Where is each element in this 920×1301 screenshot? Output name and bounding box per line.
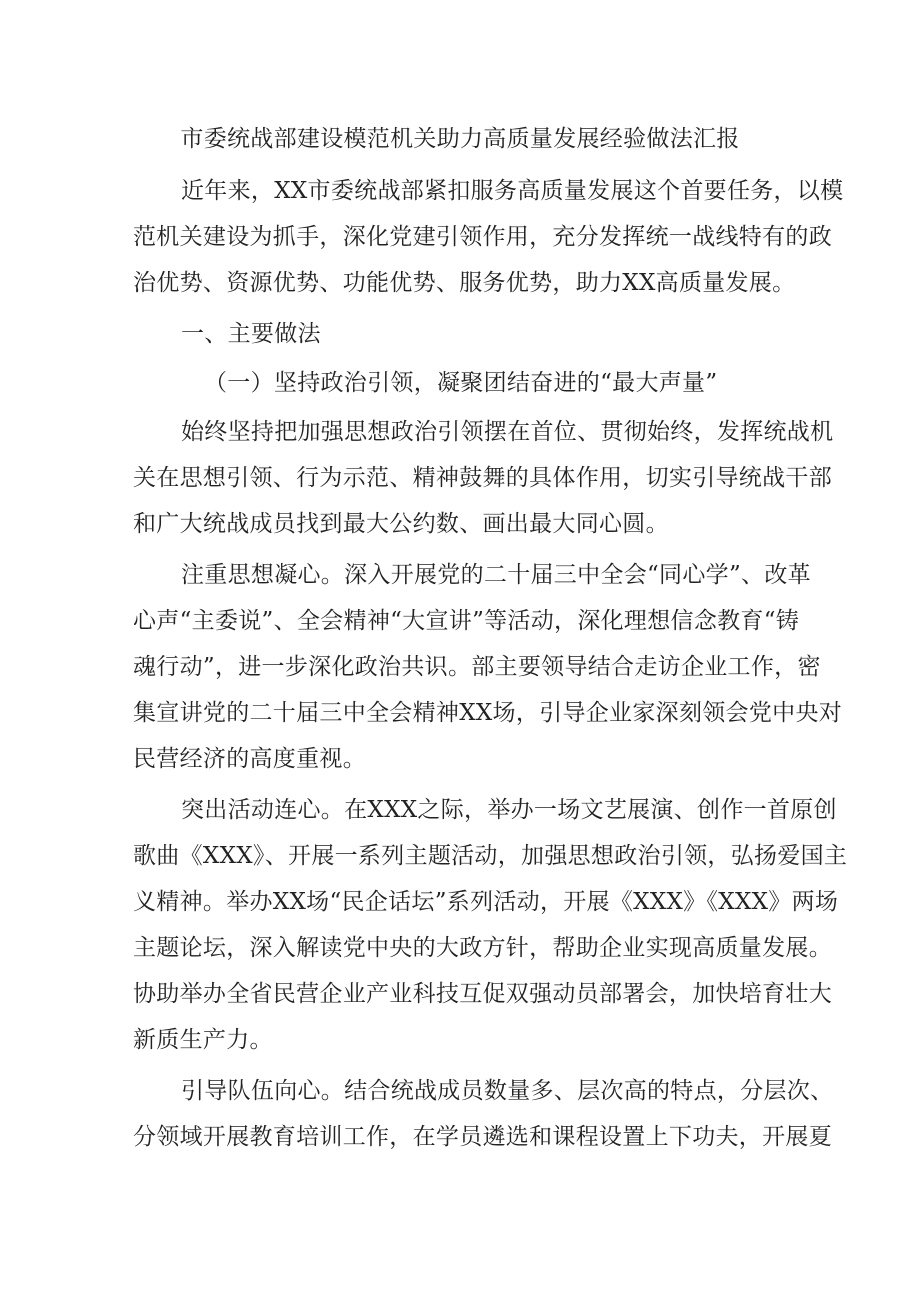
paragraph-line: 和广大统战成员找到最大公约数、画出最大同心圆。 bbox=[133, 511, 669, 537]
intro-line: 范机关建设为抓手，深化党建引领作用，充分发挥统一战线特有的政 bbox=[133, 224, 832, 250]
paragraph-line: 主题论坛，深入解读党中央的大政方针，帮助企业实现高质量发展。 bbox=[133, 935, 832, 961]
paragraph-line: 始终坚持把加强思想政治引领摆在首位、贯彻始终，发挥统战机 bbox=[181, 419, 834, 445]
subsection-heading: （一）坚持政治引领，凝聚团结奋进的“最大声量” bbox=[204, 370, 718, 396]
paragraph-line: 歌曲《XXX》、开展一系列主题活动，加强思想政治引领，弘扬爱国主 bbox=[133, 843, 848, 869]
paragraph-line: 义精神。举办XX场“民企话坛”系列活动，开展《XXX》《XXX》两场 bbox=[133, 889, 839, 915]
paragraph-line: 突出活动连心。在XXX之际，举办一场文艺展演、创作一首原创 bbox=[181, 797, 837, 823]
paragraph-line: 心声“主委说”、全会精神“大宣讲”等活动，深化理想信念教育“铸 bbox=[133, 608, 800, 634]
paragraph-line: 协助举办全省民营企业产业科技互促双强动员部署会，加快培育壮大 bbox=[133, 981, 832, 1007]
section-heading: 一、主要做法 bbox=[181, 321, 321, 347]
intro-line: 近年来，XX市委统战部紧扣服务高质量发展这个首要任务，以模 bbox=[181, 178, 844, 204]
paragraph-line: 分领域开展教育培训工作，在学员遴选和课程设置上下功夫，开展夏 bbox=[133, 1124, 832, 1150]
paragraph-line: 注重思想凝心。深入开展党的二十届三中全会“同心学”、改革 bbox=[181, 562, 811, 588]
document-title: 市委统战部建设模范机关助力高质量发展经验做法汇报 bbox=[180, 126, 740, 152]
paragraph-line: 民营经济的高度重视。 bbox=[133, 746, 366, 772]
paragraph-line: 魂行动”，进一步深化政治共识。部主要领导结合走访企业工作，密 bbox=[133, 654, 821, 680]
paragraph-line: 关在思想引领、行为示范、精神鼓舞的具体作用，切实引导统战干部 bbox=[133, 465, 832, 491]
intro-line: 治优势、资源优势、功能优势、服务优势，助力XX高质量发展。 bbox=[133, 270, 796, 296]
paragraph-line: 集宣讲党的二十届三中全会精神XX场，引导企业家深刻领会党中央对 bbox=[133, 700, 843, 726]
paragraph-line: 新质生产力。 bbox=[133, 1027, 273, 1053]
paragraph-line: 引导队伍向心。结合统战成员数量多、层次高的特点，分层次、 bbox=[181, 1078, 834, 1104]
